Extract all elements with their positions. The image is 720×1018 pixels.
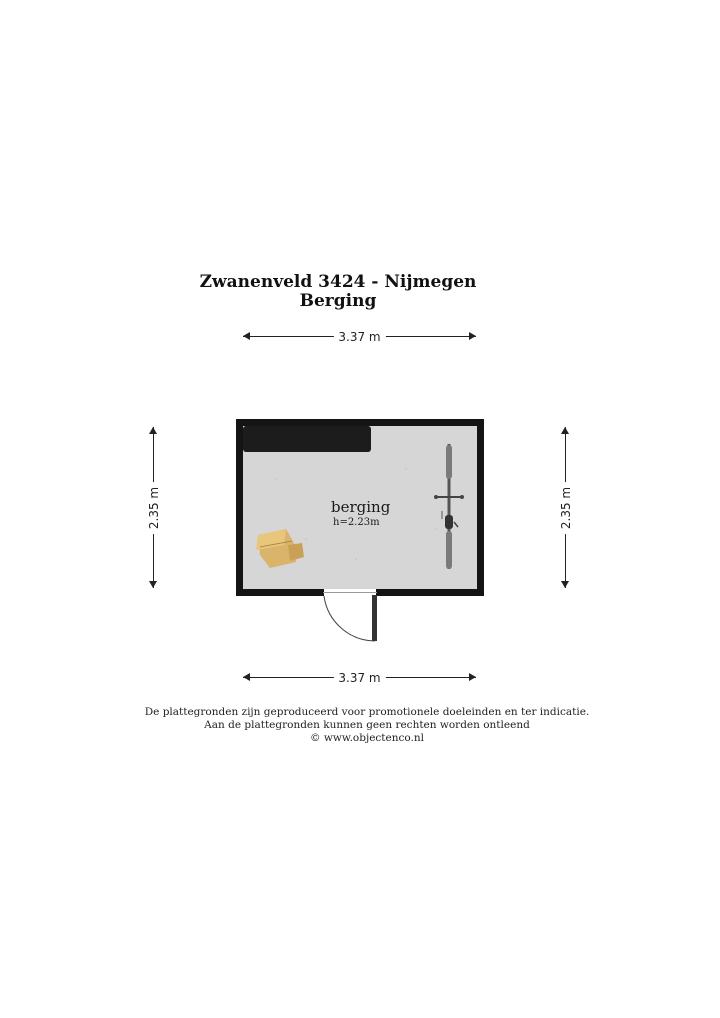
disclaimer-line-1: De plattegronden zijn geproduceerd voor promotionele doeleinden en ter indicatie. [144, 706, 590, 718]
door-icon [324, 595, 377, 641]
arrow-left-icon [243, 673, 250, 681]
disclaimer-line-2: Aan de plattegronden kunnen geen rechten worden ontleend [204, 719, 530, 731]
shelf [243, 426, 371, 452]
arrow-down-icon [561, 581, 569, 588]
arrow-right-icon [469, 332, 476, 340]
floor-plan-drawing [236, 419, 486, 649]
arrow-down-icon [149, 581, 157, 588]
plan-subtitle: Berging [299, 291, 377, 311]
room-height: h=2.23m [333, 517, 380, 528]
left-depth-label: 2.35 m [146, 481, 162, 533]
copyright-link: © www.objectenco.nl [310, 732, 424, 744]
plan-title: Zwanenveld 3424 - Nijmegen [199, 272, 477, 292]
top-width-label: 3.37 m [333, 329, 385, 345]
floor-plan [236, 419, 486, 649]
bottom-width-label: 3.37 m [333, 670, 385, 686]
left-depth-dimension [146, 427, 162, 588]
right-depth-dimension [558, 427, 574, 588]
right-depth-label: 2.35 m [558, 481, 574, 533]
room-name: berging [331, 498, 391, 516]
arrow-up-icon [149, 427, 157, 434]
arrow-right-icon [469, 673, 476, 681]
top-width-dimension [243, 329, 476, 345]
arrow-up-icon [561, 427, 569, 434]
bottom-width-dimension [243, 670, 476, 686]
arrow-left-icon [243, 332, 250, 340]
